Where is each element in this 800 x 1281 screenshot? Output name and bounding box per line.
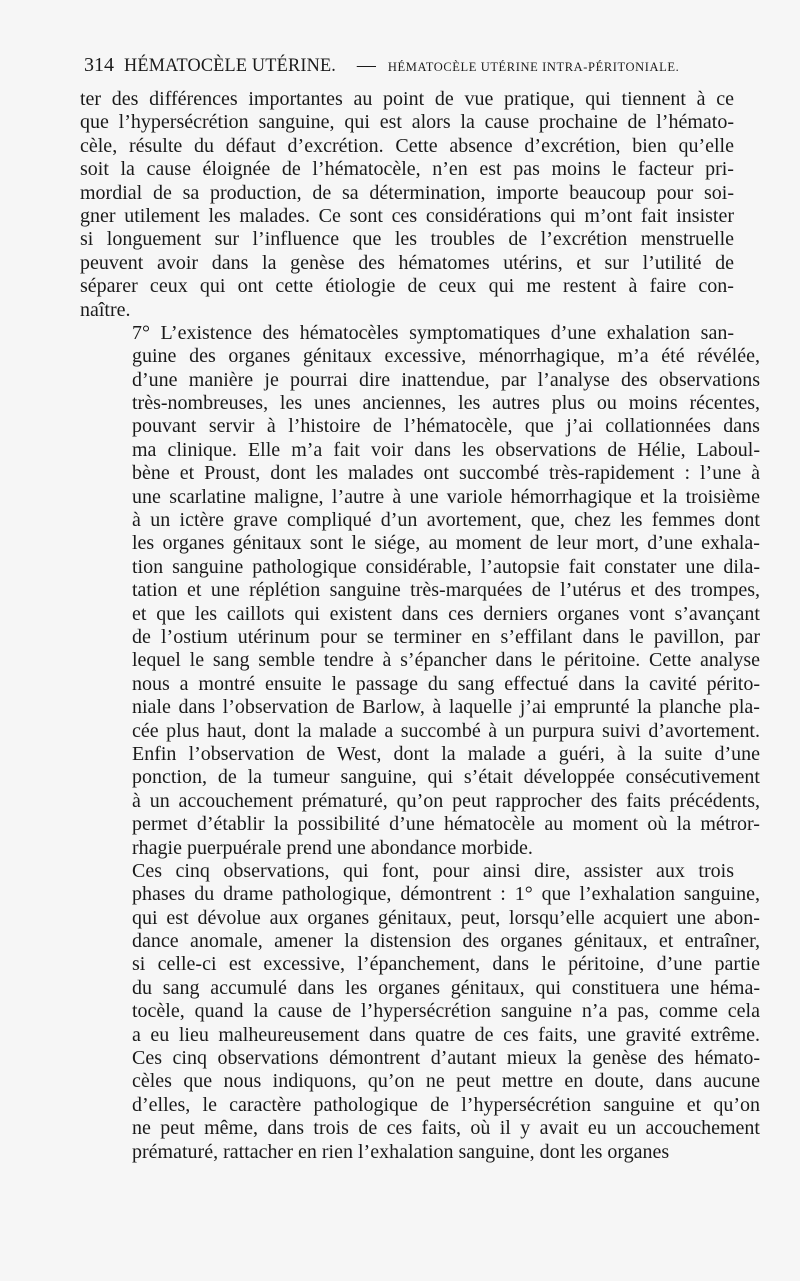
text-line (80, 1117, 760, 1140)
text-line (80, 555, 761, 579)
text-line (80, 299, 734, 322)
running-subtitle: HÉMATOCÈLE UTÉRINE INTRA-PÉRITONIALE. (387, 60, 680, 74)
text-line-content: Enfin l’observation de West, dont la malade a guéri, à la suite d’une (132, 742, 760, 765)
text-line (80, 1023, 761, 1047)
text-line (80, 602, 760, 626)
text-line-content: cèles que nous indiquons, qu’on ne peut mettre en doute, dans aucune (131, 1070, 760, 1093)
text-line (80, 88, 734, 111)
text-line (80, 462, 760, 485)
text-line (80, 228, 734, 251)
text-line-content: cèle, résulte du défaut d’excrétion. Cette absence d’excrétion, bien qu’elle (80, 134, 734, 157)
text-line (80, 275, 734, 298)
text-line-content: gner utilement les malades. Ce sont ces considérations qui m’ont fait insister (80, 204, 735, 227)
text-line (80, 158, 734, 181)
text-line (80, 111, 734, 134)
text-line (80, 322, 734, 345)
text-line (80, 532, 760, 555)
text-line (80, 485, 760, 509)
text-line (80, 368, 760, 392)
text-line (80, 837, 734, 860)
text-line-content: a eu lieu malheureusement dans quatre de ces faits, une gravité extrême. (132, 1023, 761, 1046)
text-line (80, 649, 761, 672)
text-line (80, 672, 760, 696)
text-line-content: ma clinique. Elle m’a fait voir dans les observations de Hélie, Laboul- (131, 438, 760, 461)
text-line-content: d’une manière je pourrai dire inattendue, par l’analyse des observations (132, 368, 760, 391)
text-line-content: nous a montré ensuite le passage du sang effectué dans la cavité périto- (132, 672, 760, 695)
text-line (80, 906, 760, 930)
text-line-content: et que les caillots qui existent dans ces derniers organes vont s’avançant (131, 602, 760, 625)
paragraph (80, 88, 734, 322)
text-line (80, 1047, 761, 1070)
text-line-content: une scarlatine maligne, l’autre à une variole hémorrhagique et la troisième (131, 485, 760, 508)
text-line-content: d’elles, le caractère pathologique de l’hypersécrétion sanguine et qu’on (132, 1093, 760, 1116)
text-line-content: guine des organes génitaux excessive, ménorrhagique, m’a été révélée, (132, 345, 760, 368)
paragraph (80, 321, 761, 860)
text-line (80, 135, 734, 158)
text-line (80, 719, 760, 743)
text-line-content: à un ictère grave compliqué d’un avortement, que, chez les femmes dont (132, 509, 760, 532)
text-line (80, 930, 760, 953)
text-line-content: du sang accumulé dans les organes génitaux, qui constituera une héma- (132, 976, 761, 999)
text-line (80, 438, 760, 462)
text-line-content: tion sanguine pathologique considérable, l’autopsie fait constater une dila- (132, 555, 761, 578)
text-line-content: Ces cinq observations démontrent d’autant mieux la genèse des hémato- (132, 1047, 761, 1070)
paragraph (80, 859, 761, 1164)
running-title: HÉMATOCÈLE UTÉRINE. (124, 55, 337, 76)
text-line-content: que l’hypersécrétion sanguine, qui est alors la cause prochaine de l’hémato- (80, 111, 734, 134)
text-line (80, 1070, 760, 1093)
text-line-content: très-nombreuses, les unes anciennes, les autres plus ou moins récentes, (132, 392, 760, 415)
text-line (80, 252, 734, 275)
header-dash: — (356, 55, 376, 76)
text-line-content: les organes génitaux sont le siége, au moment de leur mort, d’une exhala- (132, 532, 760, 555)
text-line-content: phases du drame pathologique, démontrent : 1° que l’exhalation sanguine, (131, 883, 760, 906)
text-line-content: lequel le sang semble tendre à s’épancher dans le péritoine. Cette analyse (132, 649, 761, 672)
text-line-content: ponction, de la tumeur sanguine, qui s’était développée consécutivement (132, 766, 760, 789)
text-line-content: à un accouchement prématuré, qu’on peut rapprocher des faits précédents, (132, 789, 761, 812)
text-line-content: rhagie puerpuérale prend une abondance morbide. (132, 836, 533, 859)
text-line-content: qui est dévolue aux organes génitaux, peut, lorsqu’elle acquiert une abon- (132, 906, 760, 929)
text-line-content: peuvent avoir dans la genèse des hématomes utérins, et sur l’utilité de (80, 251, 734, 274)
text-line (80, 509, 760, 532)
page-header (84, 50, 724, 80)
text-line (80, 742, 760, 766)
text-line-content: si longuement sur l’influence que les troubles de l’excrétion menstruelle (80, 228, 735, 251)
text-line (80, 953, 760, 976)
text-line-content: soit la cause éloignée de l’hématocèle, n’en est pas moins le facteur pri- (80, 158, 734, 181)
text-line (80, 625, 761, 649)
text-line-content: de l’ostium utérinum pour se terminer en s’effilant dans le pavillon, par (132, 625, 761, 648)
text-line-content: niale dans l’observation de Barlow, à laquelle j’ai emprunté la planche pla- (132, 696, 760, 719)
text-line (80, 182, 734, 205)
text-line (80, 976, 761, 1000)
text-line (80, 789, 761, 813)
text-line-content: ne peut même, dans trois de ces faits, où il y avait eu un accouchement (132, 1117, 760, 1140)
text-line-content: permet d’établir la possibilité d’une hématocèle au moment où la métror- (132, 813, 760, 836)
text-line (80, 579, 761, 602)
text-line-content: prématuré, rattacher en rien l’exhalation sanguine, dont les organes (132, 1140, 670, 1163)
text-line-content: tocèle, quand la cause de l’hypersécrétion sanguine n’a pas, comme cela (131, 1000, 760, 1023)
text-line (80, 883, 760, 906)
text-line-content: tation et une réplétion sanguine très-marquées de l’utérus et des trompes, (132, 579, 761, 602)
text-line-content: naître. (80, 298, 131, 321)
text-line-content: pouvant servir à l’histoire de l’hématocèle, que j’ai collationnées dans (132, 415, 760, 438)
text-line-content: 7° L’existence des hématocèles symptomatiques d’une exhalation san- (132, 321, 734, 344)
text-line (80, 415, 760, 438)
page-number: 314 (84, 54, 114, 76)
text-line-content: mordial de sa production, de sa détermination, importe beaucoup pour soi- (80, 181, 735, 204)
text-line (80, 392, 760, 415)
text-line-content: cée plus haut, dont la malade a succombé à un purpura suivi d’avortement. (131, 719, 760, 742)
text-line (80, 813, 760, 836)
text-line-content: ter des différences importantes au point de vue pratique, qui tiennent à ce (80, 88, 734, 110)
text-line (80, 205, 734, 228)
text-line (80, 766, 760, 789)
text-line-content: si celle-ci est excessive, l’épanchement, dans le péritoine, d’une partie (131, 953, 760, 976)
text-line (80, 1141, 734, 1164)
text-line (80, 860, 734, 883)
body-text (80, 88, 761, 1164)
text-line-content: bène et Proust, dont les malades ont succombé très-rapidement : l’une à (132, 462, 760, 485)
text-line (80, 696, 760, 719)
text-line (80, 345, 760, 368)
text-line (80, 1093, 760, 1117)
text-line-content: dance anomale, amener la distension des organes génitaux, et entraîner, (132, 930, 760, 953)
text-line-content: Ces cinq observations, qui font, pour ainsi dire, assister aux trois (131, 859, 734, 882)
text-line-content: séparer ceux qui ont cette étiologie de ceux qui me restent à faire con- (80, 275, 734, 298)
text-line (80, 1000, 760, 1023)
